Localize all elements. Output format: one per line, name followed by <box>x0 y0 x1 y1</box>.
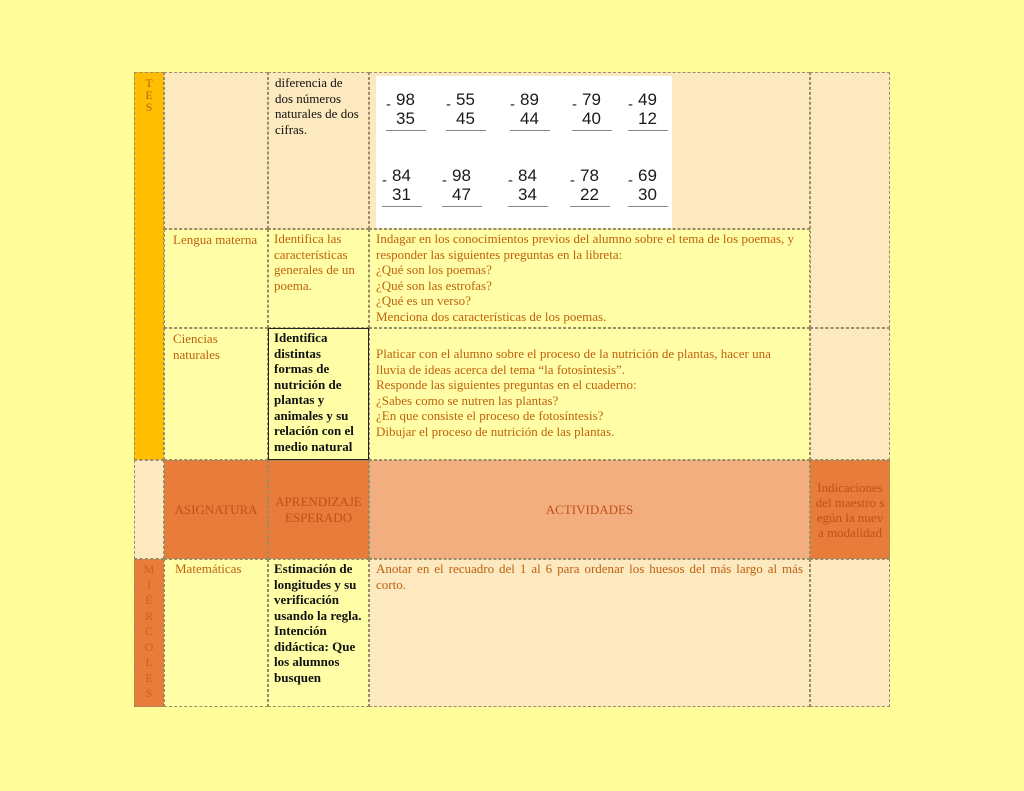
result-line <box>570 206 610 207</box>
minuend: 79 <box>582 90 601 109</box>
day-letter: S <box>145 686 153 700</box>
minus-sign: - <box>386 96 391 113</box>
header-notes <box>810 460 890 559</box>
subtraction-item <box>384 90 436 128</box>
minuend: 49 <box>638 90 657 109</box>
minuend: 69 <box>638 166 657 185</box>
learning-text: diferencia de dos números naturales de dos cifras. <box>275 75 359 137</box>
header-activities-label: ACTIVIDADES <box>545 501 634 517</box>
minuend: 98 <box>396 90 415 109</box>
subtraction-item <box>508 90 560 128</box>
subtraction-item <box>568 166 620 204</box>
day-column-miercoles <box>134 559 164 707</box>
subject-cell-row1 <box>164 72 268 229</box>
minuend: 84 <box>392 166 411 185</box>
activity-line: Dibujar el proceso de nutrición de las plantas. <box>376 423 615 439</box>
subject-label: Lengua materna <box>173 232 258 247</box>
result-line <box>572 130 612 131</box>
result-line <box>386 130 426 131</box>
notes-cell-row1-2 <box>810 72 890 328</box>
subtrahend: 12 <box>638 109 657 128</box>
day-letter: S <box>145 100 153 114</box>
minuend: 98 <box>452 166 471 185</box>
activity-line: ¿En que consiste el proceso de fotosíntesis? <box>376 408 604 423</box>
day-letters-bottom <box>135 562 163 702</box>
day-letter: L <box>145 655 153 669</box>
header-learning-label: APRENDIZAJE ESPERADO <box>275 494 362 525</box>
subtraction-item <box>626 90 678 128</box>
learning-text: Identifica distintas formas de nutrición de plantas y animales y su relación con el medio natural <box>274 330 354 454</box>
minus-sign: - <box>508 172 513 189</box>
learning-cell-bottom <box>268 559 369 707</box>
day-letter: T <box>145 76 153 90</box>
minuend: 84 <box>518 166 537 185</box>
subtrahend: 34 <box>518 185 537 204</box>
activity-line: Indagar en los conocimientos previos del alumno sobre el tema de los poemas, y responder las siguientes preguntas en la libreta: <box>376 231 795 262</box>
learning-cell-row1 <box>268 72 369 229</box>
activity-line: Anotar en el recuadro del 1 al 6 para ordenar los huesos del más largo al más corto. <box>376 561 803 592</box>
subtrahend: 35 <box>396 109 415 128</box>
minuend: 89 <box>520 90 539 109</box>
activity-line: Platicar con el alumno sobre el proceso de la nutrición de plantas, hacer una lluvia de ideas acerca del tema “la fotosíntesis”. <box>376 346 771 377</box>
day-column-martes <box>134 72 164 460</box>
subject-cell-bottom <box>164 559 268 707</box>
header-blank-cell <box>134 460 164 559</box>
subtraction-item <box>506 166 558 204</box>
subtraction-exercises-image <box>376 76 672 228</box>
subtrahend: 31 <box>392 185 411 204</box>
header-subject-label: ASIGNATURA <box>174 501 258 517</box>
notes-cell-row3 <box>810 328 890 460</box>
subtrahend: 44 <box>520 109 539 128</box>
activity-line: Responde las siguientes preguntas en el cuaderno: <box>376 377 637 392</box>
activities-cell-bottom <box>369 559 810 707</box>
subtraction-item <box>444 90 496 128</box>
result-line <box>508 206 548 207</box>
day-letter: E <box>145 88 153 102</box>
day-letter: C <box>144 624 153 638</box>
learning-text: Estimación de longitudes y su verificación usando la regla. Intención didáctica: Que los alumnos busquen <box>274 561 362 685</box>
result-line <box>446 130 486 131</box>
day-letter: M <box>143 562 155 576</box>
notes-cell-bottom <box>810 559 890 707</box>
subtraction-item <box>626 166 678 204</box>
day-letter: I <box>147 577 151 592</box>
minus-sign: - <box>628 172 633 189</box>
subtrahend: 45 <box>456 109 475 128</box>
result-line <box>628 206 668 207</box>
minuend: 78 <box>580 166 599 185</box>
day-letter: O <box>144 639 154 654</box>
subtrahend: 40 <box>582 109 601 128</box>
minus-sign: - <box>510 96 515 113</box>
activity-line: ¿Qué son las estrofas? <box>376 277 492 293</box>
minus-sign: - <box>446 96 451 113</box>
learning-text: Identifica las características generales de un poema. <box>274 231 355 293</box>
activity-line: ¿Sabes como se nutren las plantas? <box>376 392 559 408</box>
subject-cell-row2 <box>164 229 268 328</box>
learning-cell-row3 <box>268 328 369 460</box>
subtraction-item <box>380 166 432 204</box>
activity-line: ¿Qué son los poemas? <box>376 262 492 277</box>
result-line <box>382 206 422 207</box>
subtrahend: 47 <box>452 185 471 204</box>
subject-label: Matemáticas <box>175 561 242 576</box>
activity-line: Menciona dos características de los poemas. <box>376 308 607 324</box>
minus-sign: - <box>442 172 447 189</box>
subtrahend: 30 <box>638 185 657 204</box>
day-letter: E <box>145 670 153 685</box>
subtraction-item <box>440 166 492 204</box>
minuend: 55 <box>456 90 475 109</box>
activities-cell-row2 <box>369 229 810 328</box>
header-subject <box>164 460 268 559</box>
minus-sign: - <box>628 96 633 113</box>
day-letters-top <box>135 77 163 113</box>
day-letter: R <box>144 608 153 623</box>
minus-sign: - <box>382 172 387 189</box>
activity-line: ¿Qué es un verso? <box>376 293 471 308</box>
result-line <box>510 130 550 131</box>
header-learning <box>268 460 369 559</box>
header-notes-label: Indicaciones del maestro según la nueva modalidad <box>815 479 885 540</box>
subtrahend: 22 <box>580 185 599 204</box>
subtraction-item <box>570 90 622 128</box>
minus-sign: - <box>572 96 577 113</box>
subject-label: Ciencias naturales <box>173 331 220 362</box>
learning-cell-row2 <box>268 229 369 328</box>
result-line <box>442 206 482 207</box>
day-letter: É <box>145 593 153 607</box>
result-line <box>628 130 668 131</box>
subject-cell-row3 <box>164 328 268 460</box>
activities-cell-row3 <box>369 328 810 460</box>
header-activities <box>369 460 810 559</box>
minus-sign: - <box>570 172 575 189</box>
